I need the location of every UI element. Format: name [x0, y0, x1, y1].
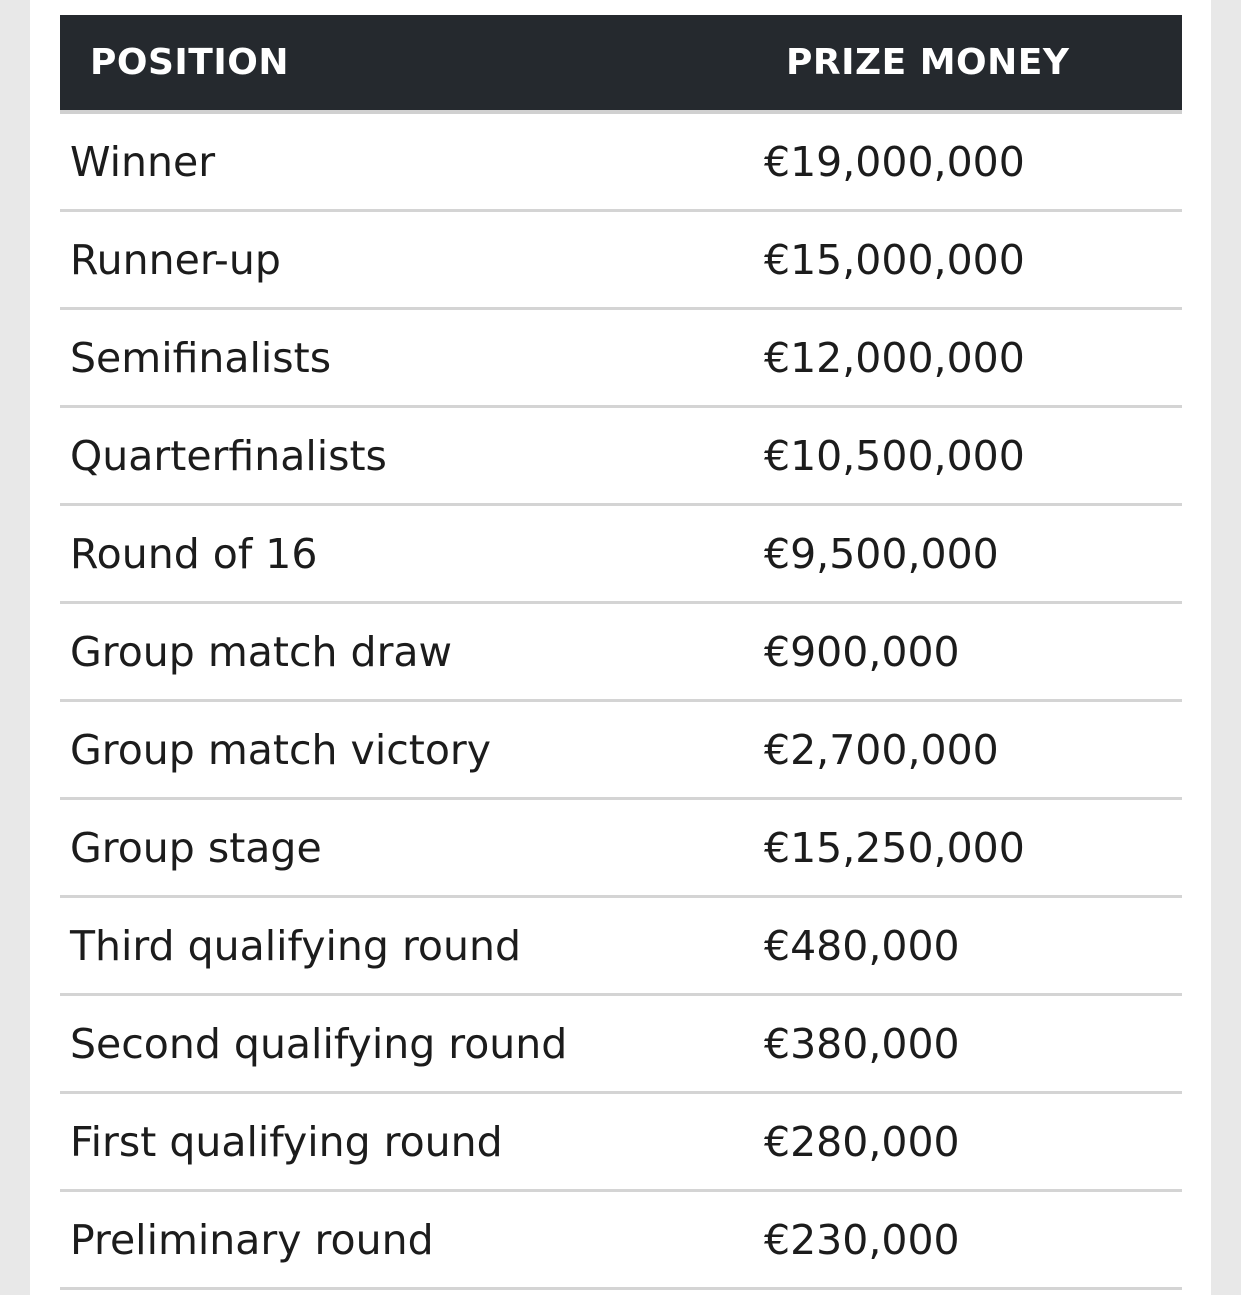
table-row	[60, 1191, 1182, 1289]
prize-cell: €2,700,000	[756, 701, 1182, 799]
position-cell: Group match victory	[60, 701, 756, 799]
position-cell: First qualifying round	[60, 1093, 756, 1191]
position-cell: Semifinalists	[60, 309, 756, 407]
table-row	[60, 309, 1182, 407]
position-cell: Preliminary round	[60, 1191, 756, 1289]
table-row	[60, 799, 1182, 897]
page-content	[30, 0, 1211, 1295]
table-header	[60, 15, 1182, 112]
prize-cell: €15,000,000	[756, 211, 1182, 309]
table-row	[60, 1093, 1182, 1191]
table-row	[60, 995, 1182, 1093]
table-row	[60, 211, 1182, 309]
position-cell: Winner	[60, 112, 756, 211]
header-row	[60, 15, 1182, 112]
table-row	[60, 897, 1182, 995]
table-body	[60, 112, 1182, 1289]
table-row	[60, 603, 1182, 701]
position-cell: Group stage	[60, 799, 756, 897]
position-cell: Quarterfinalists	[60, 407, 756, 505]
position-cell: Third qualifying round	[60, 897, 756, 995]
table-row	[60, 701, 1182, 799]
header-position: POSITION	[60, 15, 756, 112]
prize-money-table	[60, 15, 1182, 1290]
prize-cell: €9,500,000	[756, 505, 1182, 603]
header-prize-money: PRIZE MONEY	[756, 15, 1182, 112]
prize-cell: €280,000	[756, 1093, 1182, 1191]
prize-cell: €380,000	[756, 995, 1182, 1093]
prize-cell: €480,000	[756, 897, 1182, 995]
position-cell: Second qualifying round	[60, 995, 756, 1093]
prize-cell: €900,000	[756, 603, 1182, 701]
position-cell: Runner-up	[60, 211, 756, 309]
prize-cell: €12,000,000	[756, 309, 1182, 407]
position-cell: Round of 16	[60, 505, 756, 603]
prize-cell: €10,500,000	[756, 407, 1182, 505]
position-cell: Group match draw	[60, 603, 756, 701]
table-row	[60, 505, 1182, 603]
table-row	[60, 112, 1182, 211]
table-row	[60, 407, 1182, 505]
prize-cell: €19,000,000	[756, 112, 1182, 211]
prize-cell: €15,250,000	[756, 799, 1182, 897]
prize-cell: €230,000	[756, 1191, 1182, 1289]
